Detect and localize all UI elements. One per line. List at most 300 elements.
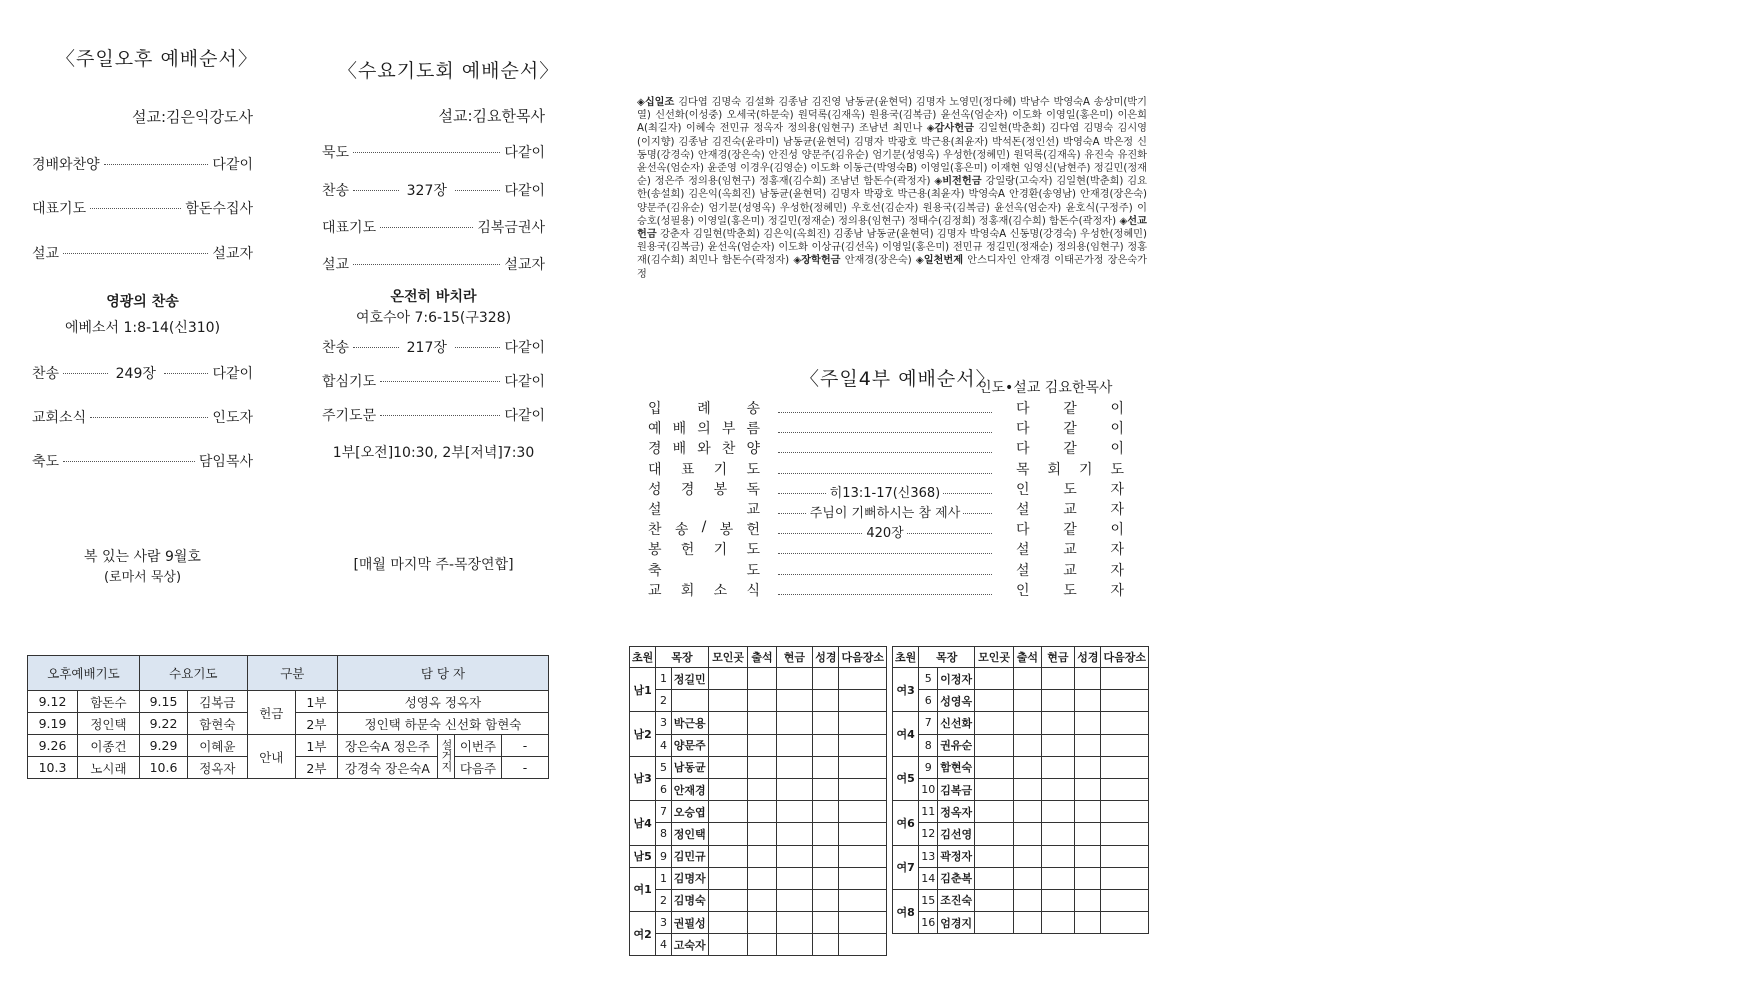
sunday4-item-detail xyxy=(778,539,992,554)
duty-category: 안내 xyxy=(247,735,295,779)
attendance-cell xyxy=(1041,734,1075,756)
attendance-cell xyxy=(1075,734,1101,756)
sunday-pm-sermon-text: 에베소서 1:8-14(신310) xyxy=(64,320,221,336)
attendance-number: 1 xyxy=(656,668,672,690)
attendance-header: 성경 xyxy=(813,647,839,668)
attendance-cell xyxy=(1041,823,1075,845)
attendance-header: 출석 xyxy=(1014,647,1042,668)
sunday4-item-role: 다 같 이 xyxy=(1016,441,1124,458)
attendance-cell xyxy=(1075,867,1101,889)
attendance-cell xyxy=(1014,756,1042,778)
attendance-number: 12 xyxy=(919,823,938,845)
sunday4-order-item xyxy=(648,398,1128,418)
attendance-table-right xyxy=(892,646,1149,934)
attendance-cell xyxy=(708,801,748,823)
attendance-header: 다음장소 xyxy=(1101,647,1149,668)
attendance-cell xyxy=(1041,845,1075,867)
wednesday-order-item: 묵도 다같이 xyxy=(322,145,545,161)
wednesday-order-item: 합심기도 다같이 xyxy=(322,374,545,390)
attendance-row xyxy=(893,867,1149,889)
attendance-leader: 김민규 xyxy=(671,845,708,867)
attendance-cell xyxy=(1041,668,1075,690)
attendance-leader: 안재경 xyxy=(671,778,708,800)
attendance-cell xyxy=(1075,889,1101,911)
attendance-cell xyxy=(839,934,887,956)
sunday4-order-item xyxy=(648,539,1128,559)
attendance-number: 9 xyxy=(656,845,672,867)
attendance-cell xyxy=(1041,889,1075,911)
attendance-cell xyxy=(813,734,839,756)
attendance-leader: 정옥자 xyxy=(938,801,975,823)
attendance-cell xyxy=(776,823,813,845)
attendance-number: 2 xyxy=(656,690,672,712)
sunday4-item-detail: 히13:1-17(신368) xyxy=(778,479,992,494)
attendance-cell xyxy=(1075,778,1101,800)
attendance-group: 여1 xyxy=(630,867,656,911)
attendance-cell xyxy=(776,801,813,823)
attendance-number: 2 xyxy=(656,889,672,911)
wednesday-sermon-text: 여호수아 7:6-15(구328) xyxy=(355,310,512,326)
attendance-number: 14 xyxy=(919,867,938,889)
attendance-row xyxy=(630,934,887,956)
attendance-cell xyxy=(748,823,776,845)
attendance-cell xyxy=(748,889,776,911)
attendance-group: 남4 xyxy=(630,801,656,845)
attendance-cell xyxy=(708,712,748,734)
attendance-cell xyxy=(748,778,776,800)
attendance-leader: 오승엽 xyxy=(671,801,708,823)
duty-roster-table xyxy=(27,655,549,779)
attendance-leader: 정인택 xyxy=(671,823,708,845)
sunday-pm-order-item: 교회소식 인도자 xyxy=(32,410,253,426)
attendance-cell xyxy=(975,823,1014,845)
attendance-cell xyxy=(1101,801,1149,823)
attendance-cell xyxy=(1041,867,1075,889)
attendance-header: 모인곳 xyxy=(708,647,748,668)
sunday4-title: 〈주일4부 예배순서〉 xyxy=(800,368,996,390)
wednesday-preacher: 설교:김요한목사 xyxy=(438,107,545,125)
wednesday-order-item: 설교 설교자 xyxy=(322,257,545,273)
attendance-cell xyxy=(813,912,839,934)
thanks-names: 김일현(박춘희) 김다엽 김명숙 김시영(이지향) 김종남 김진숙(윤라미) 남동균(윤현덕) 김명자 박광호 박근용(최윤자) 박석돈(정인선) 박영숙A 박은정 신동명(강경숙) 안재경(장은숙) 안진성 양문주(김유순) 엄기문(성영옥) 우성한(정혜민) 원덕록(김재옥) 유진숙 유진화 윤선옥(엄순자) 윤준영 이경우(김영순) 이도화 이동근(박영숙B) 이영일(홍은미) 이재현 임영신(남현주) 정길민(정재순) 정은주 정의용(임현구) 정홍재(김수희) 조남년 함돈수(곽정자) xyxy=(637,123,1148,188)
sunday-pm-note: 복 있는 사람 9월호 xyxy=(84,549,201,565)
attendance-row xyxy=(630,756,887,778)
attendance-number: 7 xyxy=(919,712,938,734)
attendance-leader: 고숙자 xyxy=(671,934,708,956)
attendance-cell xyxy=(1014,712,1042,734)
attendance-row xyxy=(630,867,887,889)
attendance-cell xyxy=(708,690,748,712)
attendance-leader: 김명숙 xyxy=(671,889,708,911)
attendance-header: 목장 xyxy=(919,647,975,668)
sunday4-order-item xyxy=(648,499,1128,519)
attendance-cell xyxy=(813,823,839,845)
attendance-leader: 이정자 xyxy=(938,668,975,690)
attendance-cell xyxy=(1075,845,1101,867)
attendance-header: 출석 xyxy=(748,647,776,668)
mission-names: 강춘자 김일현(박춘희) 김은익(옥희진) 김종남 남동균(윤현덕) 김명자 박영숙A 신동명(강경숙) 우성한(정혜민) 원용국(김복금) 윤선옥(엄순자) 이도화 이상규(김선옥) 이영일(홍은미) 전민규 정길민(정재순) 정의용(임현구) 정홍재(김수희) 최민나 함돈수(곽정자) xyxy=(637,229,1147,267)
attendance-row xyxy=(630,889,887,911)
sunday-pm-order-item: 대표기도 함돈수집사 xyxy=(32,201,253,217)
attendance-cell xyxy=(975,867,1014,889)
attendance-row xyxy=(630,778,887,800)
attendance-group: 여7 xyxy=(893,845,919,889)
attendance-cell xyxy=(708,845,748,867)
sunday4-item-name: 경 배 와 찬 양 xyxy=(648,441,760,458)
attendance-row xyxy=(893,889,1149,911)
attendance-cell xyxy=(1075,801,1101,823)
attendance-header: 모인곳 xyxy=(975,647,1014,668)
sunday4-order-item xyxy=(648,519,1128,542)
attendance-row xyxy=(630,668,887,690)
attendance-cell xyxy=(748,801,776,823)
wednesday-title: 〈수요기도회 예배순서〉 xyxy=(338,60,560,82)
attendance-cell xyxy=(1014,912,1042,934)
offering-list xyxy=(637,96,1147,281)
sunday4-item-role: 설 교 자 xyxy=(1016,502,1124,518)
attendance-cell xyxy=(813,867,839,889)
sunday4-order-item xyxy=(648,459,1128,479)
attendance-cell xyxy=(1075,690,1101,712)
attendance-cell xyxy=(1101,668,1149,690)
wednesday-sermon-title: 온전히 바치라 xyxy=(390,289,477,305)
attendance-cell xyxy=(1014,668,1042,690)
attendance-row xyxy=(893,845,1149,867)
attendance-cell xyxy=(1014,801,1042,823)
attendance-header: 초원 xyxy=(893,647,919,668)
attendance-group: 여2 xyxy=(630,912,656,956)
sunday4-item-role: 인 도 자 xyxy=(1016,481,1124,498)
attendance-leader: 김선영 xyxy=(938,823,975,845)
tithe-label: ◈십일조 xyxy=(637,97,675,108)
duty-row: 9.19 정인택 9.22 함현숙 2부 정인택 하문숙 신선화 함현숙 xyxy=(28,713,549,735)
sunday-pm-title: 〈주일오후 예배순서〉 xyxy=(56,48,258,70)
sunday-pm-preacher: 설교:김은익강도사 xyxy=(132,108,253,126)
attendance-number: 5 xyxy=(919,668,938,690)
attendance-number: 9 xyxy=(919,756,938,778)
wednesday-times: 1부[오전]10:30, 2부[저녁]7:30 xyxy=(332,445,535,461)
attendance-cell xyxy=(708,778,748,800)
vision-names: 강일랑(고숙자) 김일현(박춘희) 김요한(송설희) 김은익(옥희진) 남동균(윤현덕) 김명자 박광호 박근용(최윤자) 박영숙A 안경환(송영남) 안재경(장은숙) 양문주(김유순) 엄기문(성영옥) 우성한(정혜민) 우호선(김순자) 원용국(김복금) 윤선옥(엄순자) 윤호식(구정주) 이승호(성필용) 이영일(홍은미) 정길민(정재순) 정의용(임현구) 정태수(김정희) 정홍재(김수희) 함돈수(곽정자) xyxy=(637,176,1147,227)
attendance-cell xyxy=(748,756,776,778)
attendance-cell xyxy=(708,668,748,690)
attendance-cell xyxy=(813,934,839,956)
attendance-cell xyxy=(1101,823,1149,845)
sunday4-item-name: 대 표 기 도 xyxy=(648,461,760,478)
attendance-cell xyxy=(975,668,1014,690)
attendance-cell xyxy=(1041,756,1075,778)
attendance-cell xyxy=(1101,734,1149,756)
attendance-row xyxy=(630,801,887,823)
attendance-cell xyxy=(839,912,887,934)
attendance-cell xyxy=(1101,867,1149,889)
attendance-header: 다음장소 xyxy=(839,647,887,668)
attendance-cell xyxy=(1014,845,1042,867)
wednesday-note: [매월 마지막 주-목장연합] xyxy=(353,557,514,573)
attendance-cell xyxy=(839,845,887,867)
attendance-cell xyxy=(708,734,748,756)
attendance-number: 1 xyxy=(656,867,672,889)
attendance-leader: 신선화 xyxy=(938,712,975,734)
attendance-cell xyxy=(839,668,887,690)
attendance-number: 10 xyxy=(919,778,938,800)
sunday-pm-order-item: 경배와찬양 다같이 xyxy=(32,157,253,173)
sunday4-item-role: 다 같 이 xyxy=(1016,401,1124,417)
attendance-leader: 함현숙 xyxy=(938,756,975,778)
sunday4-order-item xyxy=(648,580,1128,600)
sunday4-item-role: 설 교 자 xyxy=(1016,562,1124,579)
attendance-number: 11 xyxy=(919,801,938,823)
attendance-cell xyxy=(776,778,813,800)
attendance-number: 7 xyxy=(656,801,672,823)
sunday4-item-role: 목 회 기 도 xyxy=(1016,461,1124,478)
attendance-cell xyxy=(839,801,887,823)
attendance-row xyxy=(630,823,887,845)
attendance-cell xyxy=(748,712,776,734)
duty-row: 9.26 이종건 9.29 이혜윤 안내 1부 장은숙A 정은주 설거지 이번주 - xyxy=(28,735,549,757)
duty-header: 오후예배기도 xyxy=(28,656,140,691)
attendance-header: 현금 xyxy=(1041,647,1075,668)
attendance-cell xyxy=(975,712,1014,734)
attendance-cell xyxy=(1041,690,1075,712)
attendance-row xyxy=(893,756,1149,778)
attendance-number: 5 xyxy=(656,756,672,778)
sunday-pm-order-item: 축도 담임목사 xyxy=(32,454,253,470)
attendance-group: 남5 xyxy=(630,845,656,867)
sunday4-item-detail xyxy=(778,398,992,413)
attendance-cell xyxy=(748,668,776,690)
sunday4-order-item xyxy=(648,418,1128,438)
attendance-cell xyxy=(813,889,839,911)
attendance-cell xyxy=(813,668,839,690)
attendance-number: 6 xyxy=(656,778,672,800)
sunday4-item-detail xyxy=(778,438,992,453)
attendance-group: 남1 xyxy=(630,668,656,712)
attendance-row xyxy=(893,823,1149,845)
attendance-cell xyxy=(1014,823,1042,845)
attendance-cell xyxy=(839,756,887,778)
attendance-cell xyxy=(1075,668,1101,690)
attendance-cell xyxy=(776,867,813,889)
attendance-cell xyxy=(1075,912,1101,934)
attendance-cell xyxy=(839,690,887,712)
attendance-cell xyxy=(839,734,887,756)
sunday4-item-role: 다 같 이 xyxy=(1016,421,1124,438)
sunday4-item-name: 성 경 봉 독 xyxy=(648,481,760,498)
attendance-cell xyxy=(1101,845,1149,867)
vision-label: ◈비전헌금 xyxy=(934,176,982,188)
attendance-row xyxy=(893,668,1149,690)
sunday4-item-detail xyxy=(778,580,992,595)
attendance-row xyxy=(630,845,887,867)
sunday-pm-order-item: 설교 설교자 xyxy=(32,246,253,262)
sunday4-item-detail: 420장 xyxy=(778,519,992,534)
attendance-cell xyxy=(813,801,839,823)
sunday-pm-order-item: 찬송 249장 다같이 xyxy=(32,366,254,382)
attendance-cell xyxy=(776,934,813,956)
sunday4-item-name: 봉 헌 기 도 xyxy=(648,542,760,559)
attendance-cell xyxy=(748,867,776,889)
attendance-group: 여5 xyxy=(893,756,919,800)
sunday4-item-name: 찬 송 / 봉 헌 xyxy=(648,519,760,539)
scholarship-names: 안재경(장은숙) xyxy=(844,255,912,267)
sunday4-item-name: 예 배 의 부 름 xyxy=(648,421,760,438)
attendance-cell xyxy=(975,889,1014,911)
attendance-cell xyxy=(813,712,839,734)
sunday4-item-role: 인 도 자 xyxy=(1016,582,1124,599)
attendance-row xyxy=(630,912,887,934)
duty-row: 10.3 노시래 10.6 정옥자 2부 강경숙 장은숙A 다음주 - xyxy=(28,757,549,779)
sunday4-item-detail xyxy=(778,459,992,474)
attendance-cell xyxy=(975,690,1014,712)
attendance-cell xyxy=(748,912,776,934)
attendance-leader: 김복금 xyxy=(938,778,975,800)
attendance-row xyxy=(630,712,887,734)
attendance-row xyxy=(630,734,887,756)
attendance-cell xyxy=(1101,889,1149,911)
attendance-leader: 정길민 xyxy=(671,668,708,690)
attendance-cell xyxy=(975,756,1014,778)
attendance-row xyxy=(893,801,1149,823)
attendance-cell xyxy=(839,867,887,889)
attendance-leader: 양문주 xyxy=(671,734,708,756)
attendance-number: 13 xyxy=(919,845,938,867)
sunday4-order-item xyxy=(648,560,1128,580)
duty-header: 담 당 자 xyxy=(337,656,548,691)
attendance-leader: 엄경지 xyxy=(938,912,975,934)
sunday4-item-role: 다 같 이 xyxy=(1016,522,1124,539)
duty-row: 9.12 함돈수 9.15 김복금 헌금 1부 성영옥 정옥자 xyxy=(28,691,549,713)
sunday4-item-name: 설 교 xyxy=(648,502,760,518)
attendance-header: 목장 xyxy=(656,647,708,668)
attendance-leader: 김춘복 xyxy=(938,867,975,889)
attendance-number: 3 xyxy=(656,912,672,934)
attendance-cell xyxy=(1014,778,1042,800)
attendance-cell xyxy=(748,734,776,756)
duty-header: 수요기도 xyxy=(140,656,248,691)
attendance-number: 16 xyxy=(919,912,938,934)
attendance-cell xyxy=(839,889,887,911)
attendance-number: 4 xyxy=(656,734,672,756)
wednesday-order-item: 주기도문 다같이 xyxy=(322,408,545,424)
attendance-cell xyxy=(776,845,813,867)
attendance-cell xyxy=(839,823,887,845)
attendance-leader: 조진숙 xyxy=(938,889,975,911)
mission-label: ◈선교헌금 xyxy=(637,215,1147,241)
attendance-group: 남2 xyxy=(630,712,656,756)
attendance-header: 성경 xyxy=(1075,647,1101,668)
sunday4-item-role: 설 교 자 xyxy=(1016,542,1124,559)
attendance-row xyxy=(893,778,1149,800)
attendance-cell xyxy=(813,778,839,800)
attendance-number: 3 xyxy=(656,712,672,734)
sunday4-item-detail xyxy=(778,560,992,575)
attendance-cell xyxy=(1041,712,1075,734)
attendance-group: 여4 xyxy=(893,712,919,756)
attendance-leader: 김명자 xyxy=(671,867,708,889)
attendance-row xyxy=(893,912,1149,934)
sunday-pm-sermon-title: 영광의 찬송 xyxy=(106,294,179,310)
sunday4-item-name: 축 도 xyxy=(648,562,760,579)
attendance-cell xyxy=(776,756,813,778)
attendance-leader: 권유순 xyxy=(938,734,975,756)
attendance-cell xyxy=(1014,889,1042,911)
attendance-cell xyxy=(776,889,813,911)
attendance-cell xyxy=(748,934,776,956)
attendance-cell xyxy=(1101,756,1149,778)
duty-header: 구분 xyxy=(247,656,337,691)
thanks-label: ◈감사헌금 xyxy=(926,123,974,135)
attendance-leader: 남동균 xyxy=(671,756,708,778)
attendance-leader: 박근용 xyxy=(671,712,708,734)
sunday4-item-detail: 주님이 기뻐하시는 참 제사 xyxy=(778,499,992,514)
attendance-group: 남3 xyxy=(630,756,656,800)
attendance-leader xyxy=(671,690,708,712)
attendance-leader: 권필성 xyxy=(671,912,708,934)
attendance-group: 여8 xyxy=(893,889,919,933)
attendance-number: 8 xyxy=(919,734,938,756)
duty-category: 헌금 xyxy=(247,691,295,735)
sunday4-item-detail xyxy=(778,418,992,433)
attendance-number: 6 xyxy=(919,690,938,712)
attendance-cell xyxy=(708,912,748,934)
attendance-cell xyxy=(813,690,839,712)
attendance-header: 초원 xyxy=(630,647,656,668)
attendance-cell xyxy=(1041,801,1075,823)
attendance-row xyxy=(893,712,1149,734)
attendance-cell xyxy=(975,845,1014,867)
sunday4-leader: 인도•설교 김요한목사 xyxy=(978,380,1113,396)
attendance-cell xyxy=(708,823,748,845)
attendance-cell xyxy=(708,934,748,956)
attendance-cell xyxy=(1041,912,1075,934)
attendance-leader: 성영옥 xyxy=(938,690,975,712)
sunday-pm-note-sub: (로마서 묵상) xyxy=(103,570,182,585)
attendance-cell xyxy=(1101,712,1149,734)
attendance-cell xyxy=(1014,690,1042,712)
attendance-cell xyxy=(975,801,1014,823)
wednesday-order-item: 찬송 217장 다같이 xyxy=(322,340,546,356)
attendance-cell xyxy=(748,845,776,867)
sunday4-item-name: 교 회 소 식 xyxy=(648,582,760,599)
attendance-cell xyxy=(776,912,813,934)
tithe-names: 김다엽 김명숙 김설화 김종남 김진영 남동균(윤현덕) 김명자 노영민(정다혜) 박남수 박영숙A 송상미(박기열) 신선화(이성중) 오세국(하문숙) 원덕록(김재옥) 원용국(김복금) 윤선옥(엄순자) 이도화 이영일(홍은미) 이은희A(최길자) 이혜숙 전민규 정옥자 정의용(임현구) 조남년 최민나 xyxy=(637,97,1147,135)
attendance-number: 15 xyxy=(919,889,938,911)
thousand-names: 안스디자인 안재경 이태곤가정 장은숙가정 xyxy=(637,255,1148,280)
attendance-cell xyxy=(1075,756,1101,778)
attendance-group: 여3 xyxy=(893,668,919,712)
attendance-cell xyxy=(708,756,748,778)
attendance-leader: 곽정자 xyxy=(938,845,975,867)
wednesday-order-item: 대표기도 김복금권사 xyxy=(322,220,545,236)
attendance-cell xyxy=(776,668,813,690)
attendance-cell xyxy=(1041,778,1075,800)
attendance-group: 여6 xyxy=(893,801,919,845)
attendance-row xyxy=(630,690,887,712)
attendance-cell xyxy=(1101,778,1149,800)
attendance-cell xyxy=(975,734,1014,756)
attendance-cell xyxy=(776,690,813,712)
attendance-cell xyxy=(975,778,1014,800)
attendance-cell xyxy=(776,712,813,734)
attendance-cell xyxy=(1075,823,1101,845)
attendance-cell xyxy=(1075,712,1101,734)
attendance-table-left xyxy=(629,646,887,956)
attendance-cell xyxy=(839,778,887,800)
attendance-cell xyxy=(1101,912,1149,934)
sunday4-order-item xyxy=(648,438,1128,458)
attendance-cell xyxy=(1101,690,1149,712)
